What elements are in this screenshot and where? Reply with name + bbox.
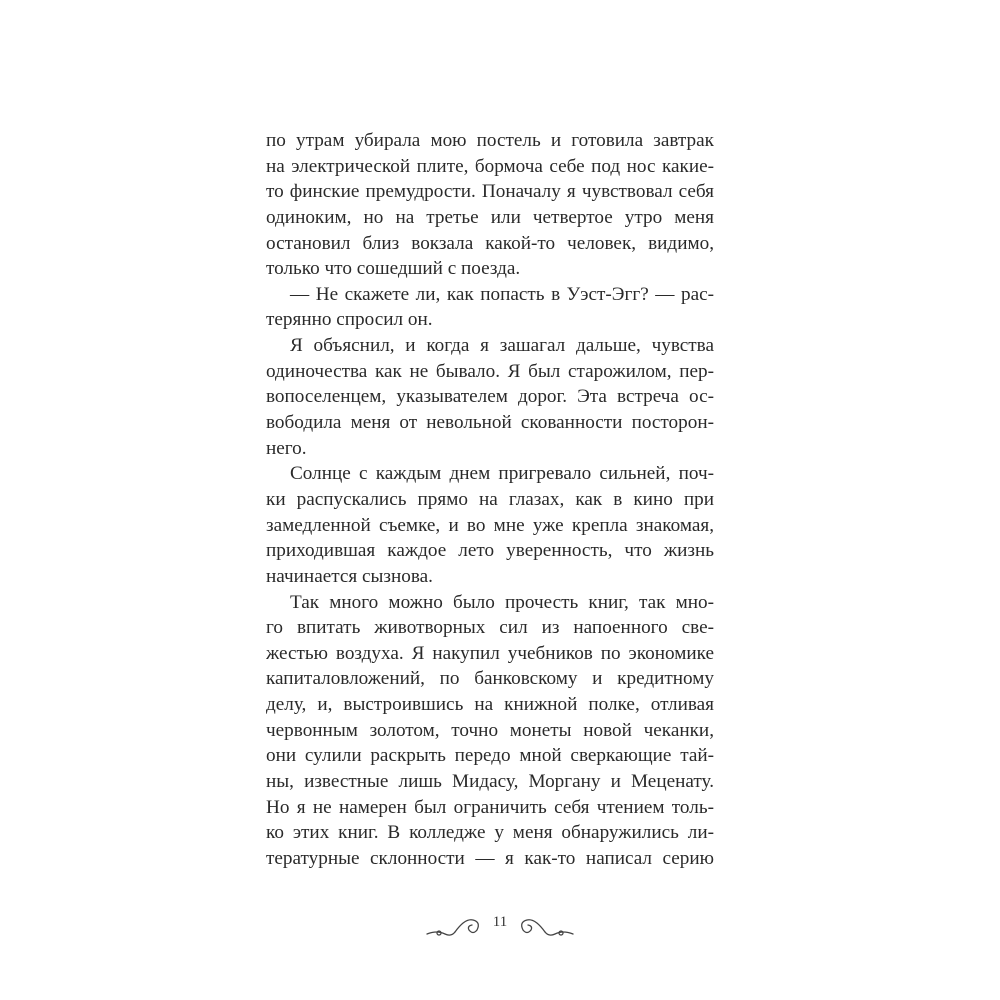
text-line: одиночества как не бывало. Я был старожилом, пер-	[266, 360, 714, 382]
text-line: капиталовложений, по банковскому и кредитному	[266, 668, 714, 690]
text-line: терянно спросил он.	[266, 309, 433, 331]
text-line: вободила меня от невольной скованности посторон-	[266, 412, 714, 434]
text-line: червонным золотом, точно монеты новой чеканки,	[266, 719, 714, 741]
text-line: — Не скажете ли, как попасть в Уэст-Эгг? — рас-	[290, 283, 714, 305]
text-line: жестью воздуха. Я накупил учебников по экономике	[266, 642, 714, 664]
book-page-text	[266, 128, 714, 872]
text-line: го впитать животворных сил из напоенного све-	[266, 617, 714, 639]
text-line: тературные склонности — я как-то написал серию	[266, 847, 714, 869]
page-number: 11	[492, 914, 508, 930]
text-line: по утрам убирала мою постель и готовила завтрак	[266, 130, 714, 151]
text-line: Так много можно было прочесть книг, так мно-	[290, 591, 714, 613]
text-line: Я объяснил, и когда я зашагал дальше, чувства	[290, 335, 714, 357]
text-line: остановил близ вокзала какой-то человек, видимо,	[266, 232, 714, 254]
text-line: ки распускались прямо на глазах, как в кино при	[266, 488, 714, 510]
text-line: ны, известные лишь Мидасу, Моргану и Меценату.	[266, 771, 714, 793]
text-line: они сулили раскрыть передо мной сверкающие тай-	[266, 745, 714, 767]
text-line: на электрической плите, бормоча себе под нос какие-	[266, 155, 714, 177]
text-line: начинается сызнова.	[266, 565, 433, 587]
text-line: одиноким, но на третье или четвертое утро меня	[266, 206, 714, 228]
text-line: замедленной съемке, и во мне уже крепла знакомая,	[266, 514, 714, 536]
text-line: приходившая каждое лето уверенность, что жизнь	[266, 540, 714, 562]
text-line: вопоселенцем, указывателем дорог. Эта встреча ос-	[266, 386, 714, 408]
text-line: то финские премудрости. Поначалу я чувствовал себя	[266, 181, 714, 203]
text-line: него.	[266, 437, 307, 459]
text-line: Солнце с каждым днем пригревало сильней, поч-	[290, 463, 714, 485]
text-line: Но я не намерен был ограничить себя чтением толь-	[266, 796, 714, 818]
text-line: только что сошедший с поезда.	[266, 258, 521, 280]
text-line: ко этих книг. В колледже у меня обнаружились ли-	[266, 822, 714, 844]
page-footer	[425, 912, 575, 940]
text-line: делу, и, выстроившись на книжной полке, отливая	[266, 694, 714, 716]
